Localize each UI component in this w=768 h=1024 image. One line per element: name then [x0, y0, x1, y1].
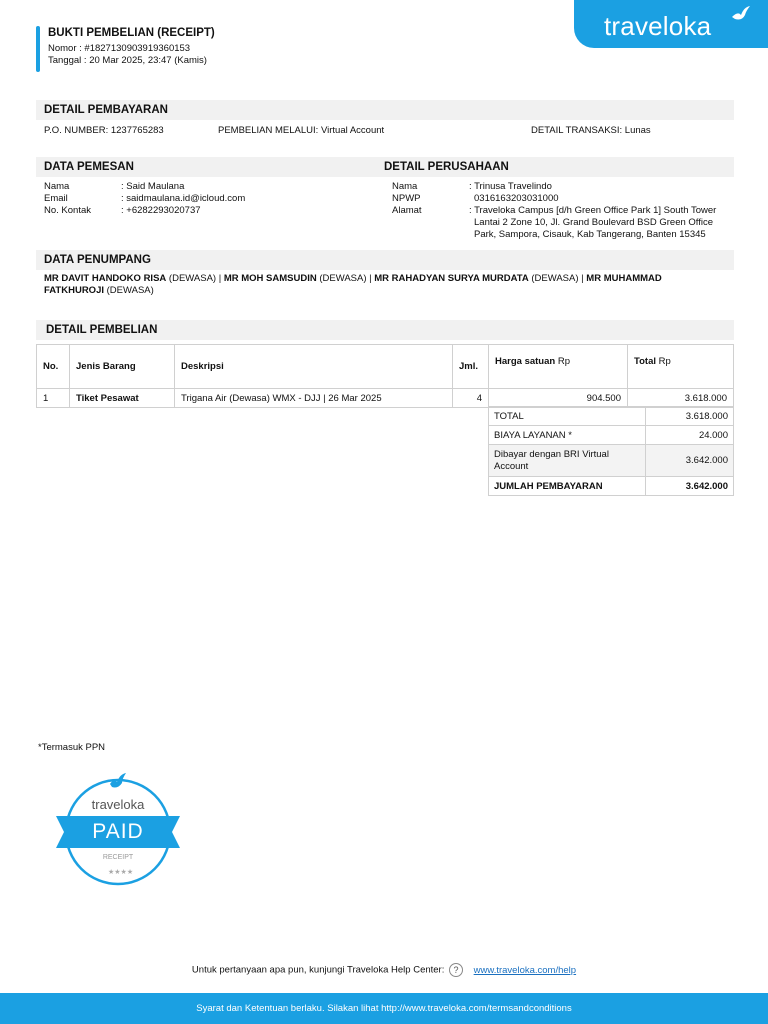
pemesan-email-label: Email: [44, 193, 68, 204]
passenger-name: FATKHUROJI: [44, 285, 104, 296]
summary-row: [489, 407, 734, 426]
summary-fee-label: BIAYA LAYANAN *: [489, 426, 646, 445]
col-harga-unit: Rp: [555, 356, 570, 367]
company-npwp-value: 0316163203031000: [474, 193, 559, 204]
stamp-receipt: RECEIPT: [102, 854, 134, 861]
summary-paid-value: 3.642.000: [646, 445, 734, 477]
section-detail-pembayaran: DETAIL PEMBAYARAN: [36, 100, 734, 120]
summary-table: [488, 406, 734, 496]
company-address-label: Alamat: [392, 205, 422, 216]
summary-fee-value: 24.000: [646, 426, 734, 445]
help-text: Untuk pertanyaan apa pun, kunjungi Traveloka Help Center:: [191, 964, 445, 976]
question-icon: ?: [449, 963, 463, 977]
passenger-type: (DEWASA) |: [166, 273, 224, 284]
transaction-status: DETAIL TRANSAKSI: Lunas: [531, 125, 651, 136]
company-name-value: : Trinusa Travelindo: [469, 181, 552, 192]
purchase-table-header: [37, 345, 734, 389]
footer-bar: [0, 993, 768, 1024]
col-jml: [453, 345, 489, 389]
item-jml: 4: [453, 389, 489, 408]
passenger-type: (DEWASA) |: [528, 273, 587, 284]
receipt-date: Tanggal : 20 Mar 2025, 23:47 (Kamis): [48, 55, 207, 66]
help-center-line: [0, 963, 768, 977]
item-total: 3.618.000: [628, 389, 734, 408]
summary-row: [489, 477, 734, 496]
bird-icon: [730, 5, 752, 25]
company-name-label: Nama: [392, 181, 418, 192]
col-no: No.: [37, 345, 70, 389]
passenger-type: (DEWASA): [104, 285, 154, 296]
pemesan-contact-value: : +6282293020737: [121, 205, 201, 216]
summary-grand-value: 3.642.000: [646, 477, 734, 496]
section-data-penumpang: DATA PENUMPANG: [36, 250, 734, 270]
passenger-name: MR RAHADYAN SURYA MURDATA: [374, 273, 529, 284]
help-link[interactable]: www.traveloka.com/help: [473, 964, 577, 976]
svg-text:★★★★: ★★★★: [108, 869, 134, 876]
col-deskripsi: Deskripsi: [175, 345, 453, 389]
detail-perusahaan-heading: DETAIL PERUSAHAAN: [384, 161, 509, 173]
col-total-unit: Rp: [656, 356, 671, 367]
stamp-brand: traveloka: [91, 797, 145, 812]
company-npwp-label: NPWP: [392, 193, 421, 204]
col-jml-label: Jml.: [459, 361, 479, 372]
item-deskripsi: Trigana Air (Dewasa) WMX - DJJ | 26 Mar 2025: [175, 389, 453, 408]
passenger-name: MR MUHAMMAD: [586, 273, 662, 284]
item-harga: 904.500: [489, 389, 628, 408]
company-address-line2: Lantai 2 Zone 10, Jl. Grand Boulevard BSD Green Office: [474, 217, 714, 228]
item-no: 1: [37, 389, 70, 408]
col-total: [628, 345, 734, 389]
traveloka-logo: traveloka: [604, 11, 712, 41]
col-total-label: Total: [634, 356, 656, 367]
pemesan-contact-label: No. Kontak: [44, 205, 91, 216]
passenger-list: [44, 273, 724, 297]
data-pemesan-heading: DATA PEMESAN: [44, 161, 134, 173]
col-jenis: Jenis Barang: [70, 345, 175, 389]
stamp-paid: PAID: [92, 820, 144, 843]
col-harga-label: Harga satuan: [495, 356, 556, 367]
section-detail-pembelian: DETAIL PEMBELIAN: [36, 320, 734, 340]
summary-row: [489, 445, 734, 477]
section-data-pemesan: [36, 157, 734, 177]
receipt-number: Nomor : #1827130903919360153: [48, 43, 191, 54]
passenger-type: (DEWASA) |: [316, 273, 375, 284]
passenger-name: MR MOH SAMSUDIN: [223, 273, 317, 284]
pemesan-name-label: Nama: [44, 181, 70, 192]
paid-stamp: [56, 770, 180, 886]
company-address-line3: Park, Sampora, Cisauk, Kab Tangerang, Banten 15345: [474, 229, 706, 240]
summary-grand-label: JUMLAH PEMBAYARAN: [489, 477, 646, 496]
header-accent-bar: [36, 26, 40, 72]
receipt-title: BUKTI PEMBELIAN (RECEIPT): [48, 27, 215, 39]
purchase-table: [36, 344, 734, 408]
table-row: [37, 389, 734, 408]
col-harga: [489, 345, 628, 389]
company-address-line1: : Traveloka Campus [d/h Green Office Park 1] South Tower: [469, 205, 717, 216]
po-number: P.O. NUMBER: 1237765283: [44, 125, 164, 136]
item-jenis: Tiket Pesawat: [70, 389, 175, 408]
payment-method: PEMBELIAN MELALUI: Virtual Account: [218, 125, 385, 136]
pemesan-name-value: : Said Maulana: [121, 181, 185, 192]
tax-note: *Termasuk PPN: [38, 742, 106, 753]
summary-row: [489, 426, 734, 445]
pemesan-email-value: : saidmaulana.id@icloud.com: [121, 193, 246, 204]
footer-terms[interactable]: Syarat dan Ketentuan berlaku. Silakan lihat http://www.traveloka.com/termsandconditions: [196, 1003, 572, 1014]
summary-total-value: 3.618.000: [646, 407, 734, 426]
passenger-name: MR DAVIT HANDOKO RISA: [44, 273, 167, 284]
summary-paid-label: Dibayar dengan BRI Virtual Account: [489, 445, 646, 477]
summary-total-label: TOTAL: [489, 407, 646, 426]
